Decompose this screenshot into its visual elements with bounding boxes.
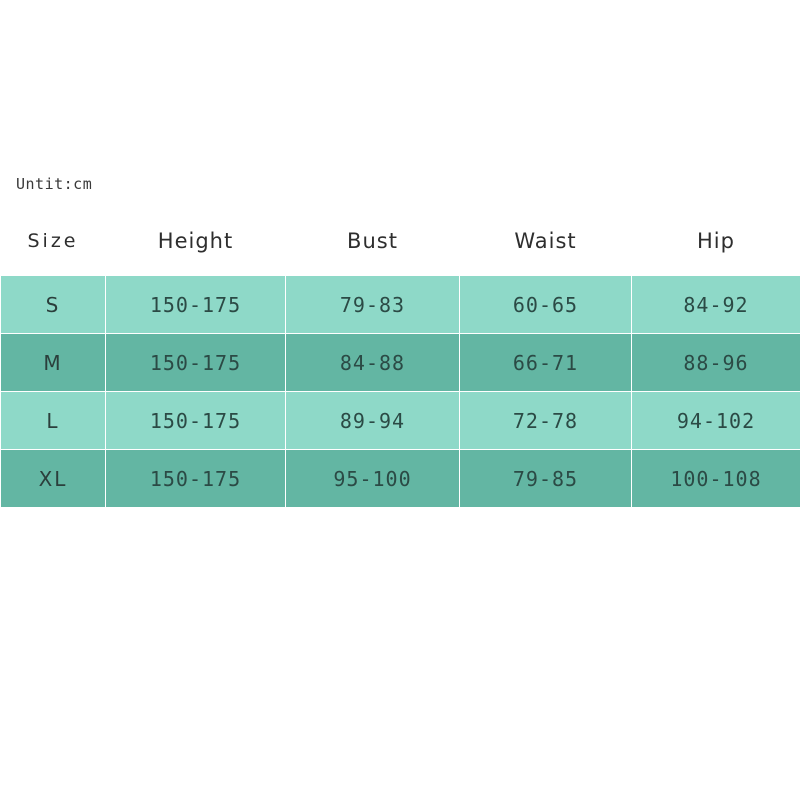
table-row: [1, 334, 800, 392]
cell-hip: 94-102: [632, 392, 800, 450]
cell-waist: 72-78: [460, 392, 632, 450]
cell-height: 150-175: [106, 392, 286, 450]
column-header-height: Height: [106, 207, 286, 276]
cell-size: S: [1, 276, 106, 334]
cell-height: 150-175: [106, 334, 286, 392]
cell-hip: 84-92: [632, 276, 800, 334]
cell-size: M: [1, 334, 106, 392]
cell-waist: 60-65: [460, 276, 632, 334]
table-row: [1, 450, 800, 508]
table-header: [1, 207, 800, 276]
table-header-row: [1, 207, 800, 276]
cell-bust: 89-94: [286, 392, 460, 450]
cell-size: XL: [1, 450, 106, 508]
cell-waist: 66-71: [460, 334, 632, 392]
cell-hip: 100-108: [632, 450, 800, 508]
table-body: [1, 276, 800, 508]
column-header-bust: Bust: [286, 207, 460, 276]
cell-waist: 79-85: [460, 450, 632, 508]
cell-bust: 95-100: [286, 450, 460, 508]
unit-note: Untit:cm: [16, 175, 93, 193]
column-header-hip: Hip: [632, 207, 800, 276]
table-row: [1, 392, 800, 450]
cell-height: 150-175: [106, 276, 286, 334]
cell-bust: 84-88: [286, 334, 460, 392]
cell-size: L: [1, 392, 106, 450]
column-header-size: Size: [1, 207, 106, 276]
cell-bust: 79-83: [286, 276, 460, 334]
column-header-waist: Waist: [460, 207, 632, 276]
table-row: [1, 276, 800, 334]
cell-hip: 88-96: [632, 334, 800, 392]
size-chart-table: [0, 206, 800, 508]
cell-height: 150-175: [106, 450, 286, 508]
